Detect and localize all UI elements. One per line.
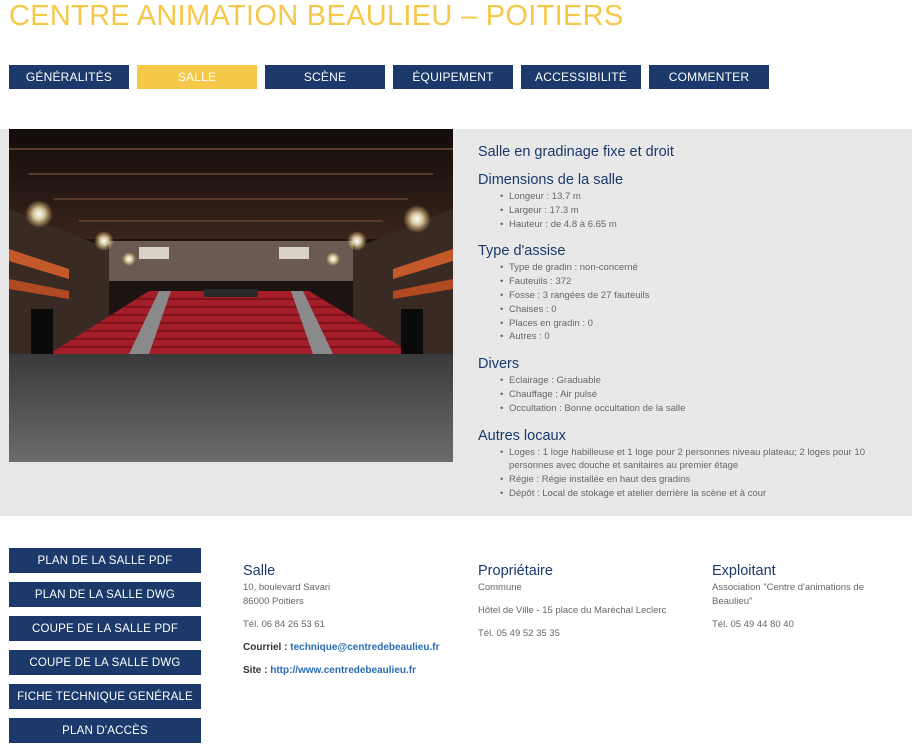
email-label: Courriel : xyxy=(243,642,288,653)
tab-salle[interactable]: SALLE xyxy=(137,65,257,89)
section-heading-assise: Type d'assise xyxy=(478,243,566,260)
autres-locaux-list xyxy=(478,446,906,501)
list-item: • Fosse : 3 rangées de 27 fauteuils xyxy=(500,289,906,303)
phone-number: Tél. 05 49 52 35 35 xyxy=(478,628,560,639)
tab-scene[interactable]: SCÈNE xyxy=(265,65,385,89)
owner-name: Commune xyxy=(478,582,522,593)
list-item: • Dépôt : Local de stokage et atelier derrière la scène et à cour xyxy=(500,487,906,501)
document-buttons xyxy=(9,548,201,743)
contact-heading: Propriétaire xyxy=(478,563,553,579)
tab-equipement[interactable]: ÉQUIPEMENT xyxy=(393,65,513,89)
contact-heading: Salle xyxy=(243,563,276,579)
section-heading-divers: Divers xyxy=(478,356,520,373)
tab-bar xyxy=(9,65,769,89)
contact-proprietaire xyxy=(478,563,698,641)
list-item: • Largeur : 17.3 m xyxy=(500,204,906,218)
list-item: • Loges : 1 loge habilleuse et 1 loge pour 2 personnes niveau plateau; 2 loges pour 10 personnes avec douche et sanitaires au premier étage xyxy=(500,446,906,474)
list-item: • Places en gradin : 0 xyxy=(500,317,906,331)
assise-list xyxy=(478,261,906,344)
list-item: • Fauteuils : 372 xyxy=(500,275,906,289)
salle-headline: Salle en gradinage fixe et droit xyxy=(478,144,674,160)
phone-number: Tél. 06 84 26 53 61 xyxy=(243,619,325,630)
theatre-hall-photo xyxy=(9,129,453,462)
plan-acces-button[interactable]: PLAN D'ACCÈS xyxy=(9,718,201,743)
list-item: • Chaises : 0 xyxy=(500,303,906,317)
list-item: • Type de gradin : non-concerné xyxy=(500,261,906,275)
plan-salle-dwg-button[interactable]: PLAN DE LA SALLE DWG xyxy=(9,582,201,607)
tab-commenter[interactable]: COMMENTER xyxy=(649,65,769,89)
plan-salle-pdf-button[interactable]: PLAN DE LA SALLE PDF xyxy=(9,548,201,573)
list-item: • Régie : Régie installée en haut des gradins xyxy=(500,473,906,487)
address-line: 86000 Poitiers xyxy=(243,596,304,607)
site-label: Site : xyxy=(243,665,268,676)
list-item: • Hauteur : de 4.8 à 6.65 m xyxy=(500,218,906,232)
email-row xyxy=(243,641,463,655)
coupe-salle-pdf-button[interactable]: COUPE DE LA SALLE PDF xyxy=(9,616,201,641)
site-row xyxy=(243,664,463,678)
tab-generalites[interactable]: GÉNÉRALITÉS xyxy=(9,65,129,89)
operator-name: Association "Centre d'animations de Beaulieu" xyxy=(712,582,864,607)
contact-exploitant xyxy=(712,563,902,632)
tab-accessibilite[interactable]: ACCESSIBILITÉ xyxy=(521,65,641,89)
salle-details xyxy=(478,144,906,501)
phone-number: Tél. 05 49 44 80 40 xyxy=(712,619,794,630)
email-link[interactable]: technique@centredebeaulieu.fr xyxy=(290,642,440,653)
contact-heading: Exploitant xyxy=(712,563,776,579)
list-item: • Autres : 0 xyxy=(500,330,906,344)
site-link[interactable]: http://www.centredebeaulieu.fr xyxy=(270,665,416,676)
section-heading-autres-locaux: Autres locaux xyxy=(478,427,566,444)
divers-list xyxy=(478,374,906,415)
list-item: • Occultation : Bonne occultation de la salle xyxy=(500,402,906,416)
page-title: CENTRE ANIMATION BEAULIEU – POITIERS xyxy=(9,0,624,32)
address-line: Hôtel de Ville - 15 place du Maréchal Leclerc xyxy=(478,605,667,616)
list-item: • Chauffage : Air pulsé xyxy=(500,388,906,402)
list-item: • Longeur : 13.7 m xyxy=(500,190,906,204)
fiche-technique-button[interactable]: FICHE TECHNIQUE GENÉRALE xyxy=(9,684,201,709)
dimensions-list xyxy=(478,190,906,231)
section-heading-dimensions: Dimensions de la salle xyxy=(478,172,624,188)
address-line: 10, boulevard Savari xyxy=(243,582,331,593)
list-item: • Eclairage : Graduable xyxy=(500,374,906,388)
coupe-salle-dwg-button[interactable]: COUPE DE LA SALLE DWG xyxy=(9,650,201,675)
contact-salle xyxy=(243,563,463,678)
